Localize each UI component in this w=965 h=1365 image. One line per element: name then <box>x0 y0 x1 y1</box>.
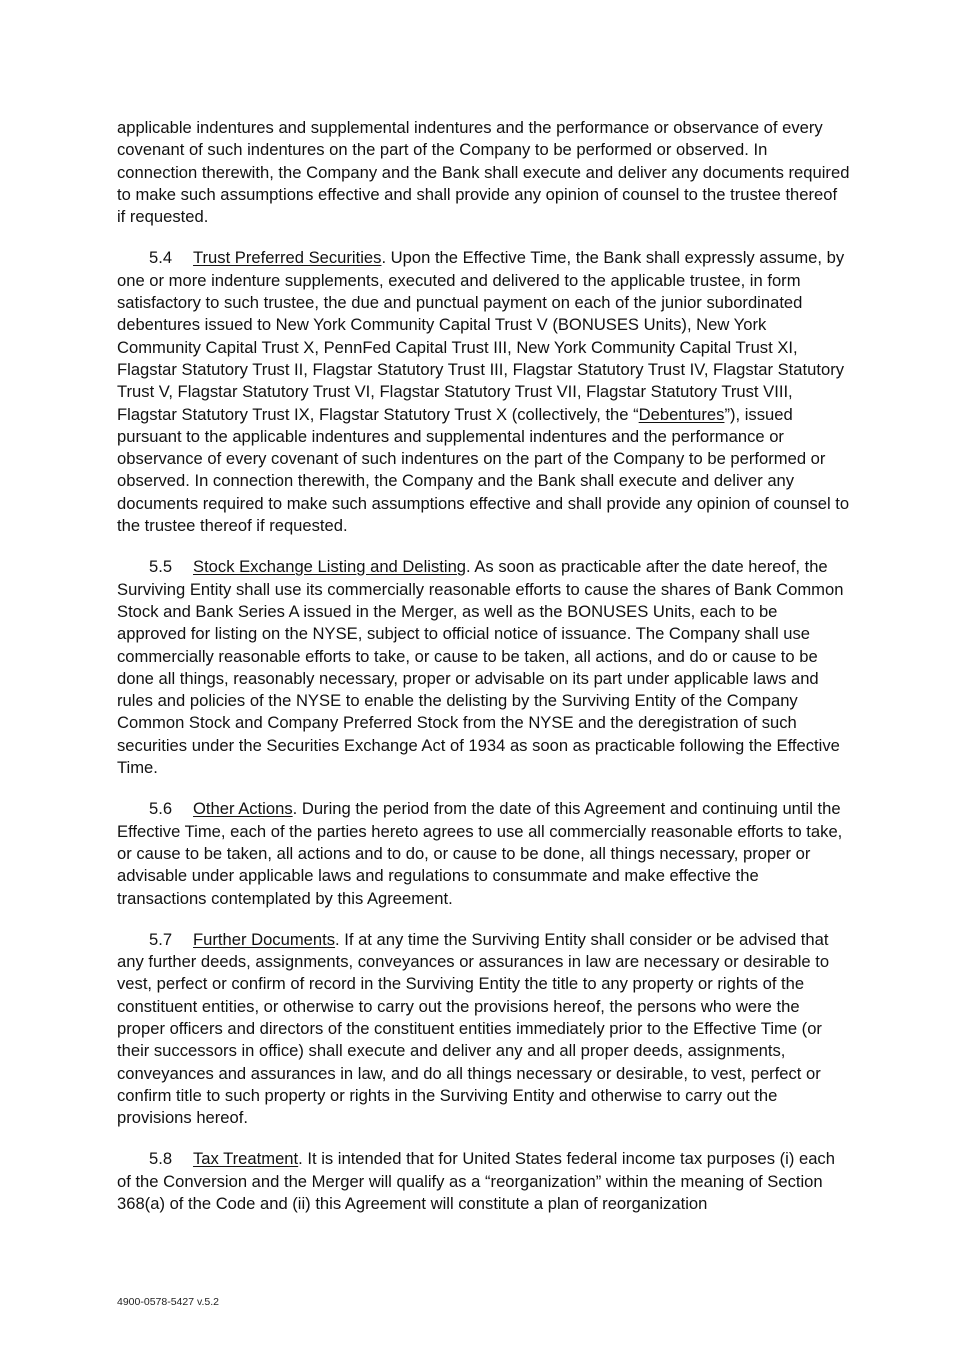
section-text: . During the period from the date of this Agreement and continuing until the Effective Time, each of the parties hereto agrees to use all commercially reasonable efforts to take, or cause to be taken, all actions and to do, or cause to be done, all things necessary, proper or advisable under applicable laws and regulations to consummate and make effective the transactions contemplated by this Agreement. <box>117 799 843 908</box>
section-heading: Tax Treatment <box>193 1149 299 1169</box>
section-number: 5.7 <box>149 929 173 949</box>
section-heading: Other Actions <box>193 799 293 819</box>
section-number: 5.4 <box>149 248 173 268</box>
section-text: . If at any time the Surviving Entity shall consider or be advised that any further deeds, assignments, conveyances or assurances in law are necessary or desirable to vest, perfect or confirm of record in the Surviving Entity the title to any property or rights of the constituent entities, or otherwise to carry out the provisions hereof, the persons who were the proper officers and directors of the constituent entities immediately prior to the Effective Time (or their successors in office) shall execute and deliver any and all proper deeds, assignments, conveyances and assurances in law, and do all things necessary or desirable, to vest, perfect or confirm title to such property or rights in the Surviving Entity and otherwise to carry out the provisions hereof. <box>117 929 830 1128</box>
intro-paragraph <box>117 117 850 228</box>
section-5-6 <box>117 798 850 909</box>
section-number: 5.8 <box>149 1149 173 1169</box>
section-text-continued: ”), issued pursuant to the applicable indentures and supplemental indentures and the performance or observance of every covenant of such indentures on the part of the Company to be performed or observed. In connection therewith, the Company and the Bank shall execute and deliver any documents required to make such assumptions effective and shall provide any opinion of counsel to the trustee thereof if requested. <box>117 404 850 536</box>
intro-text: applicable indentures and supplemental indentures and the performance or observance of every covenant of such indentures on the part of the Company to be performed or observed. In connection therewith, the Company and the Bank shall execute and deliver any documents required to make such assumptions effective and shall provide any opinion of counsel to the trustee thereof if requested. <box>117 118 850 227</box>
section-number: 5.5 <box>149 557 173 577</box>
section-5-7 <box>117 929 850 1130</box>
section-text: . Upon the Effective Time, the Bank shall expressly assume, by one or more indenture supplements, executed and delivered to the applicable trustee, in form satisfactory to such trustee, the due and punctual payment on each of the junior subordinated debentures issued to New York Community Capital Trust V (BONUSES Units), New York Community Capital Trust X, PennFed Capital Trust III, New York Community Capital Trust XI, Flagstar Statutory Trust II, Flagstar Statutory Trust III, Flagstar Statutory Trust IV, Flagstar Statutory Trust V, Flagstar Statutory Trust VI, Flagstar Statutory Trust VII, Flagstar Statutory Trust VIII, Flagstar Statutory Trust IX, Flagstar Statutory Trust X (collectively, the “ <box>117 248 845 424</box>
section-text: . It is intended that for United States federal income tax purposes (i) each of the Conversion and the Merger will qualify as a “reorganization” within the meaning of Section 368(a) of the Code and (ii) this Agreement will constitute a plan of reorganization <box>117 1149 835 1214</box>
section-heading: Trust Preferred Securities <box>193 248 382 268</box>
section-number: 5.6 <box>149 799 173 819</box>
section-heading: Further Documents <box>193 929 336 949</box>
document-body <box>117 117 850 1234</box>
defined-term: Debentures <box>638 404 725 424</box>
section-text: . As soon as practicable after the date hereof, the Surviving Entity shall use its commercially reasonable efforts to cause the shares of Bank Common Stock and Bank Series A issued in the Merger, as well as the BONUSES Units, each to be approved for listing on the NYSE, subject to official notice of issuance. The Company shall use commercially reasonable efforts to take, or cause to be taken, all actions, and do or cause to be done all things, reasonably necessary, proper or advisable on its part under applicable laws and rules and policies of the NYSE to enable the delisting by the Surviving Entity of the Company Common Stock and Company Preferred Stock from the NYSE and the deregistration of such securities under the Securities Exchange Act of 1934 as soon as practicable following the Effective Time. <box>117 557 844 778</box>
section-5-5 <box>117 556 850 779</box>
document-footer-id: 4900-0578-5427 v.5.2 <box>117 1296 219 1308</box>
section-5-8 <box>117 1148 850 1215</box>
section-heading: Stock Exchange Listing and Delisting <box>193 557 467 577</box>
section-5-4 <box>117 247 850 537</box>
